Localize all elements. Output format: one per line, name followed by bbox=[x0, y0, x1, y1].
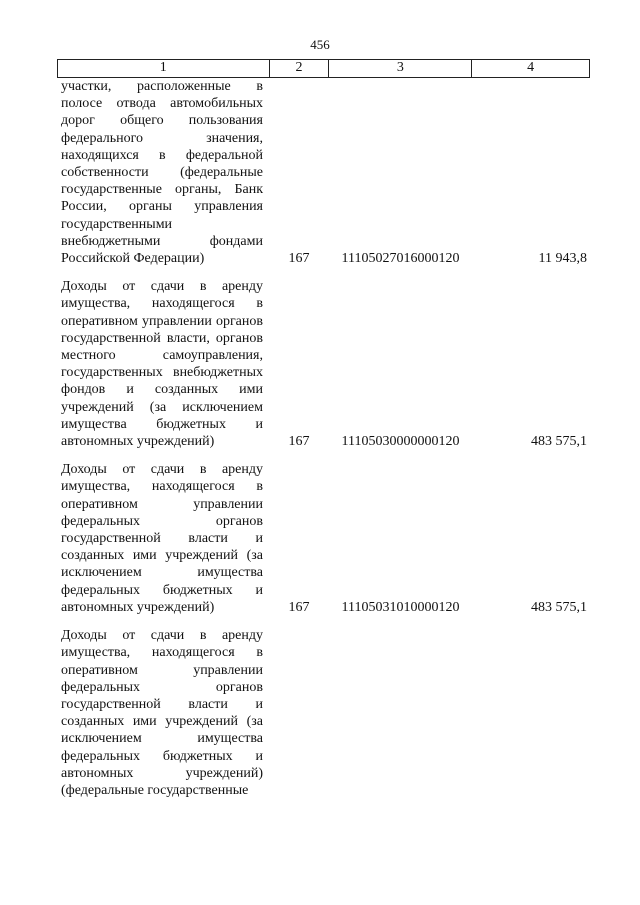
budget-table bbox=[57, 59, 590, 799]
header-col-1: 1 bbox=[58, 60, 270, 77]
row-admin-code: 167 bbox=[288, 251, 310, 267]
table-row bbox=[57, 78, 590, 267]
row-admin-code: 167 bbox=[288, 599, 310, 615]
row-amount: 11 943,8 bbox=[538, 251, 587, 267]
header-col-3: 3 bbox=[329, 60, 472, 77]
header-col-4: 4 bbox=[472, 60, 590, 77]
row-kbk-code: 11105030000000120 bbox=[341, 434, 460, 450]
row-description: Доходы от сдачи в аренду имущества, находящегося в оперативном управлении федеральных органов государственной власти и созданных ими учреждений (за исключением имущества федеральных бюджетных и автономных учреждений) (федеральные государственные bbox=[61, 628, 263, 798]
table-row bbox=[57, 627, 590, 799]
row-description: участки, расположенные в полосе отвода автомобильных дорог общего пользования федерального значения, находящихся в федеральной собственности (федеральные государственные органы, Банк России, органы управления государственными внебюджетными фондами Российской Федерации) bbox=[61, 79, 263, 267]
table-header-row bbox=[57, 59, 590, 78]
table-row bbox=[57, 278, 590, 450]
row-description: Доходы от сдачи в аренду имущества, находящегося в оперативном управлении органов государственной власти, органов местного самоуправления, государственных внебюджетных фондов и созданных ими учреждений (за исключением имущества бюджетных и автономных учреждений) bbox=[61, 279, 263, 450]
row-kbk-code: 11105031010000120 bbox=[341, 599, 460, 615]
row-admin-code: 167 bbox=[288, 434, 310, 450]
row-kbk-code: 11105027016000120 bbox=[341, 251, 460, 267]
page-number: 456 bbox=[310, 37, 330, 52]
row-description: Доходы от сдачи в аренду имущества, находящегося в оперативном управлении федеральных органов государственной власти и созданных ими учреждений (за исключением имущества федеральных бюджетных и автономных учреждений) bbox=[61, 462, 263, 615]
row-amount: 483 575,1 bbox=[531, 434, 587, 450]
header-col-2: 2 bbox=[270, 60, 330, 77]
table-row bbox=[57, 461, 590, 616]
row-amount: 483 575,1 bbox=[531, 599, 587, 615]
